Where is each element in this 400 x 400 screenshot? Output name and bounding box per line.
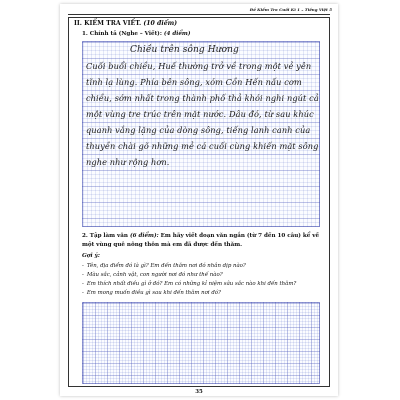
dictation-heading <box>82 31 191 37</box>
essay-question <box>82 232 320 250</box>
dictation-line: tĩnh lạ lùng. Phía bên sông, xóm Cồn Hến nấu cơm <box>86 77 302 87</box>
dictation-line: thuyền chài gõ những mẻ cá cuối cùng khiến mặt sông <box>86 141 319 151</box>
essay-writing-grid[interactable] <box>82 302 320 384</box>
dictation-line: Cuối buổi chiều, Huế thường trở về trong một vẻ yên <box>86 61 312 71</box>
header-rule <box>68 14 330 15</box>
dictation-line: một vùng tre trúc trên mặt nước. Dâu đó, từ sau khúc <box>86 109 314 119</box>
essay-prompt: Em hãy viết đoạn văn ngắn (từ 7 đến 10 câu) kể về một vùng quê nông thôn mà em đã được đến thăm. <box>82 233 320 248</box>
hint-item: - Tên, địa điểm đó là gì? Em đến thăm nơi đó nhân dịp nào? <box>82 263 246 269</box>
essay-points: (6 điểm): <box>129 233 159 239</box>
essay-label: 2. Tập làm văn <box>82 233 128 239</box>
workbook-page <box>60 4 338 396</box>
dictation-line: quanh vắng lặng của dòng sông, tiếng lanh canh của <box>86 125 311 135</box>
dictation-points: (4 điểm) <box>163 31 191 37</box>
dictation-line: chiều, sớm nhất trong thành phố thả khói nghi ngút cả <box>86 93 319 103</box>
hint-text: Em mong muốn điều gì sau khi đến thăm nơi đó? <box>86 290 221 296</box>
hint-text: Em thích nhất điều gì ở đó? Em có những kỉ niệm sâu sắc nào khi đến thăm? <box>86 281 297 287</box>
dictation-title: Chiều trên sông Hương <box>130 45 239 55</box>
hint-item: - Em thích nhất điều gì ở đó? Em có những kỉ niệm sâu sắc nào khi đến thăm? <box>82 281 297 287</box>
hint-text: Tên, địa điểm đó là gì? Em đến thăm nơi đó nhân dịp nào? <box>86 263 246 269</box>
hint-item: - Em mong muốn điều gì sau khi đến thăm nơi đó? <box>82 290 221 296</box>
hint-text: Màu sắc, cảnh vật, con người nơi đó như thế nào? <box>86 272 223 278</box>
section-title <box>74 20 177 27</box>
section-points: (10 điểm) <box>143 20 178 27</box>
page-header: Đề Kiểm Tra Cuối Kì 1 – Tiếng Việt 5 <box>249 7 332 12</box>
dictation-label: 1. Chính tả (Nghe – Viết): <box>82 31 162 37</box>
hint-label: Gợi ý: <box>82 253 100 259</box>
section-title-text: II. KIỂM TRA VIẾT. <box>74 20 142 27</box>
hint-item: - Màu sắc, cảnh vật, con người nơi đó như thế nào? <box>82 272 223 278</box>
dictation-line: nghe như rộng hơn. <box>86 157 170 167</box>
page-number: 35 <box>195 389 203 395</box>
